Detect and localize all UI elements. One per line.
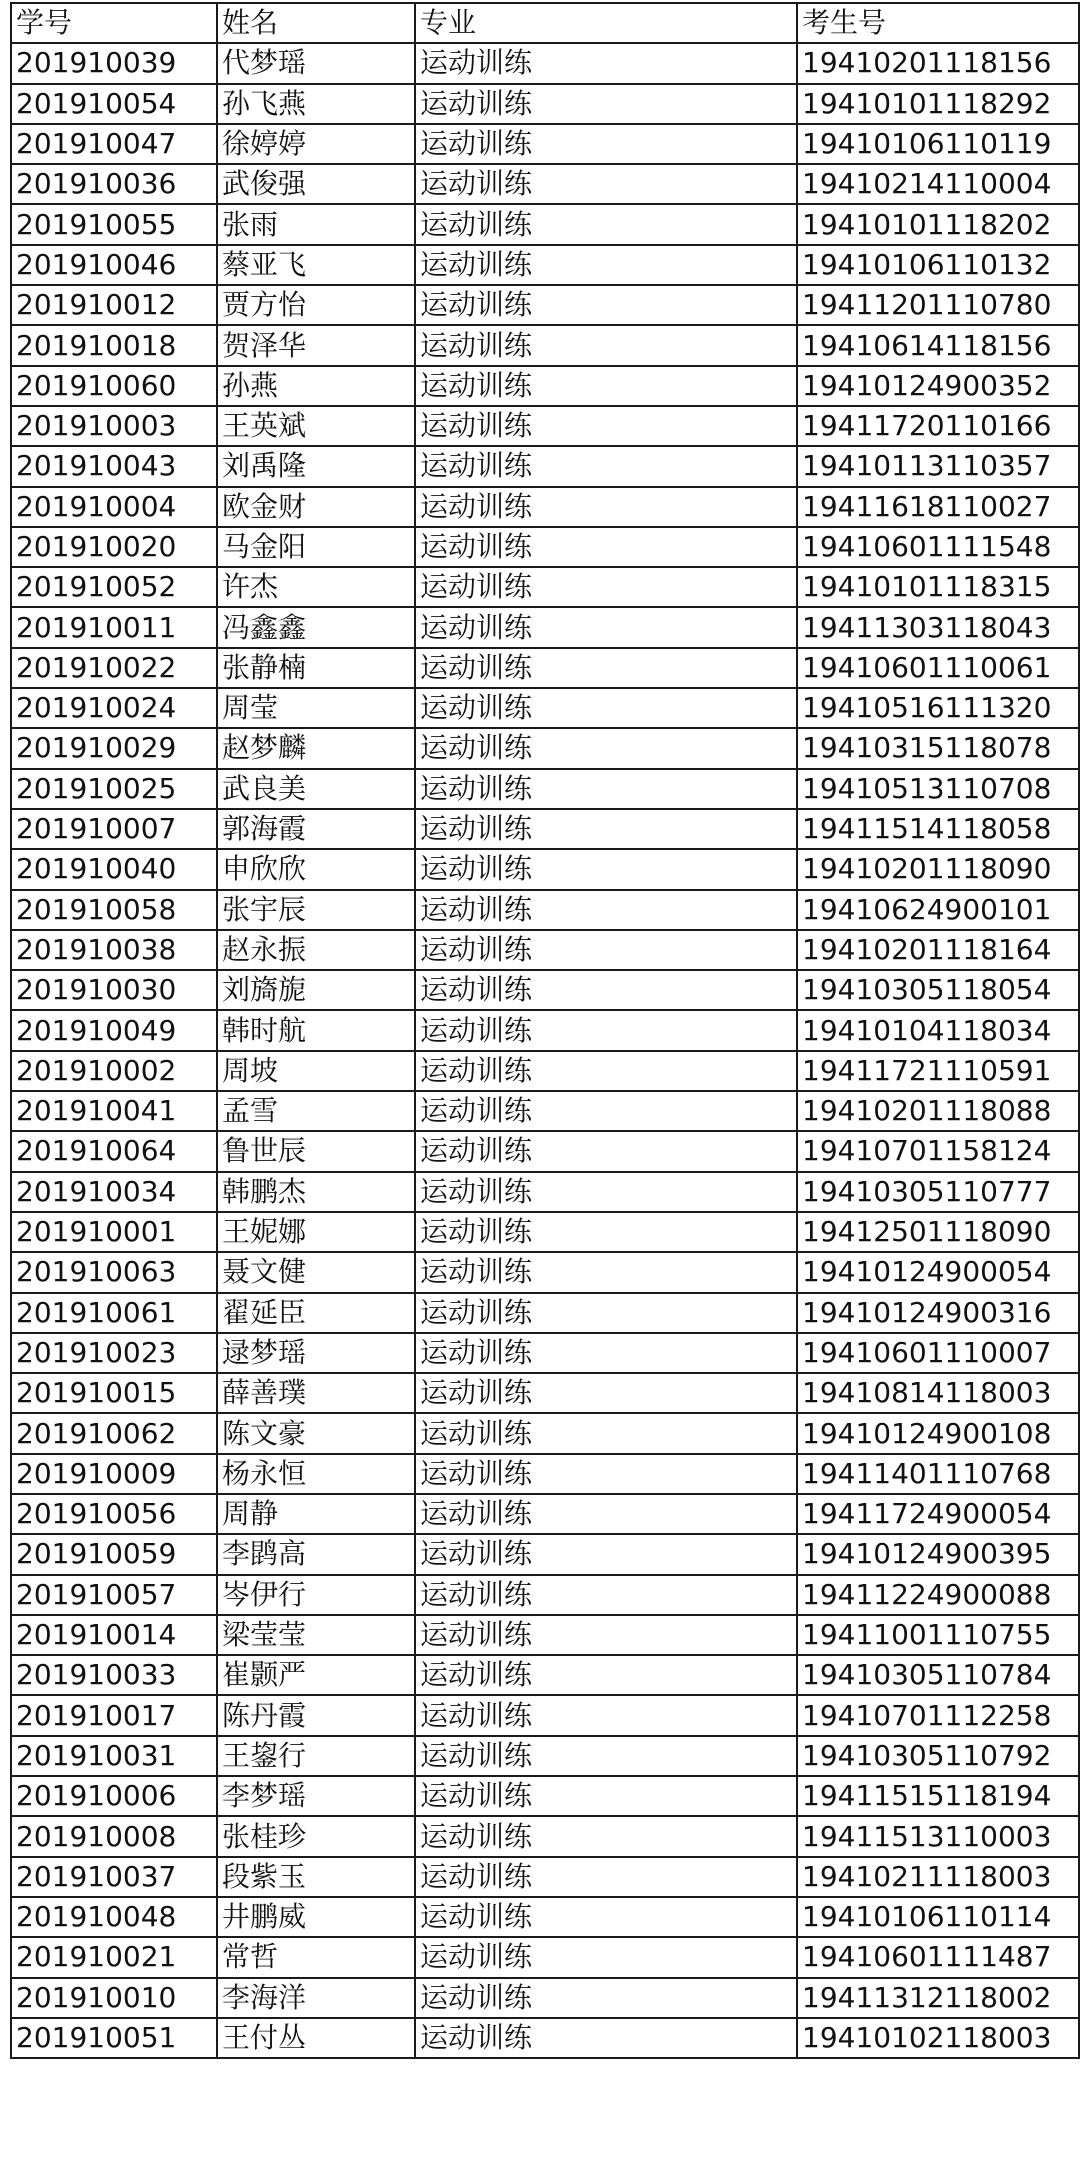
cell-name: 孙飞燕 bbox=[217, 84, 415, 124]
table-row bbox=[11, 607, 1079, 647]
table-row bbox=[11, 1655, 1079, 1695]
cell-name: 韩鹏杰 bbox=[217, 1172, 415, 1212]
table-row bbox=[11, 43, 1079, 83]
table-row bbox=[11, 1373, 1079, 1413]
cell-student-id: 201910023 bbox=[11, 1333, 217, 1373]
table-row bbox=[11, 809, 1079, 849]
cell-major: 运动训练 bbox=[415, 1937, 797, 1977]
cell-exam-number: 19410124900054 bbox=[797, 1252, 1079, 1292]
cell-name: 许杰 bbox=[217, 567, 415, 607]
cell-exam-number: 19410124900108 bbox=[797, 1413, 1079, 1453]
cell-name: 武良美 bbox=[217, 769, 415, 809]
cell-exam-number: 19411724900054 bbox=[797, 1494, 1079, 1534]
cell-name: 鲁世辰 bbox=[217, 1131, 415, 1171]
cell-student-id: 201910015 bbox=[11, 1373, 217, 1413]
cell-student-id: 201910052 bbox=[11, 567, 217, 607]
table-row bbox=[11, 1293, 1079, 1333]
cell-student-id: 201910048 bbox=[11, 1897, 217, 1937]
cell-major: 运动训练 bbox=[415, 325, 797, 365]
cell-major: 运动训练 bbox=[415, 1212, 797, 1252]
cell-name: 王英斌 bbox=[217, 406, 415, 446]
table-row bbox=[11, 1010, 1079, 1050]
cell-major: 运动训练 bbox=[415, 930, 797, 970]
cell-major: 运动训练 bbox=[415, 204, 797, 244]
table-row bbox=[11, 84, 1079, 124]
cell-major: 运动训练 bbox=[415, 527, 797, 567]
cell-name: 翟延臣 bbox=[217, 1293, 415, 1333]
cell-student-id: 201910018 bbox=[11, 325, 217, 365]
table-row bbox=[11, 1131, 1079, 1171]
cell-exam-number: 19411401110768 bbox=[797, 1454, 1079, 1494]
cell-major: 运动训练 bbox=[415, 164, 797, 204]
cell-student-id: 201910025 bbox=[11, 769, 217, 809]
cell-exam-number: 19410624900101 bbox=[797, 890, 1079, 930]
cell-student-id: 201910006 bbox=[11, 1776, 217, 1816]
cell-student-id: 201910033 bbox=[11, 1655, 217, 1695]
cell-major: 运动训练 bbox=[415, 1695, 797, 1735]
cell-student-id: 201910021 bbox=[11, 1937, 217, 1977]
cell-major: 运动训练 bbox=[415, 970, 797, 1010]
student-table bbox=[10, 2, 1080, 2059]
cell-student-id: 201910022 bbox=[11, 648, 217, 688]
cell-student-id: 201910047 bbox=[11, 124, 217, 164]
cell-exam-number: 19410305110784 bbox=[797, 1655, 1079, 1695]
cell-name: 周静 bbox=[217, 1494, 415, 1534]
table-row bbox=[11, 1857, 1079, 1897]
cell-exam-number: 19410315118078 bbox=[797, 728, 1079, 768]
cell-student-id: 201910001 bbox=[11, 1212, 217, 1252]
header-exam-number: 考生号 bbox=[797, 3, 1079, 43]
cell-major: 运动训练 bbox=[415, 1534, 797, 1574]
cell-exam-number: 19411001110755 bbox=[797, 1615, 1079, 1655]
cell-major: 运动训练 bbox=[415, 245, 797, 285]
cell-exam-number: 19410106110132 bbox=[797, 245, 1079, 285]
cell-name: 孙燕 bbox=[217, 366, 415, 406]
table-row bbox=[11, 930, 1079, 970]
header-name: 姓名 bbox=[217, 3, 415, 43]
cell-exam-number: 19410601111487 bbox=[797, 1937, 1079, 1977]
table-row bbox=[11, 1776, 1079, 1816]
cell-major: 运动训练 bbox=[415, 1494, 797, 1534]
cell-major: 运动训练 bbox=[415, 124, 797, 164]
cell-exam-number: 19410201118156 bbox=[797, 43, 1079, 83]
cell-name: 崔颢严 bbox=[217, 1655, 415, 1695]
cell-name: 郭海霞 bbox=[217, 809, 415, 849]
table-row bbox=[11, 204, 1079, 244]
cell-student-id: 201910009 bbox=[11, 1454, 217, 1494]
cell-student-id: 201910049 bbox=[11, 1010, 217, 1050]
cell-name: 李鹍高 bbox=[217, 1534, 415, 1574]
table-row bbox=[11, 567, 1079, 607]
cell-exam-number: 19410106110119 bbox=[797, 124, 1079, 164]
table-row bbox=[11, 366, 1079, 406]
cell-major: 运动训练 bbox=[415, 1293, 797, 1333]
cell-student-id: 201910056 bbox=[11, 1494, 217, 1534]
cell-major: 运动训练 bbox=[415, 1978, 797, 2018]
cell-name: 孟雪 bbox=[217, 1091, 415, 1131]
cell-exam-number: 19410101118292 bbox=[797, 84, 1079, 124]
cell-student-id: 201910063 bbox=[11, 1252, 217, 1292]
cell-exam-number: 19410305110792 bbox=[797, 1736, 1079, 1776]
cell-name: 代梦瑶 bbox=[217, 43, 415, 83]
cell-student-id: 201910029 bbox=[11, 728, 217, 768]
cell-exam-number: 19410701158124 bbox=[797, 1131, 1079, 1171]
cell-exam-number: 19410113110357 bbox=[797, 446, 1079, 486]
cell-student-id: 201910030 bbox=[11, 970, 217, 1010]
cell-name: 冯鑫鑫 bbox=[217, 607, 415, 647]
cell-exam-number: 19410104118034 bbox=[797, 1010, 1079, 1050]
cell-student-id: 201910011 bbox=[11, 607, 217, 647]
cell-name: 周坡 bbox=[217, 1051, 415, 1091]
cell-exam-number: 19411513110003 bbox=[797, 1816, 1079, 1856]
table-row bbox=[11, 1212, 1079, 1252]
cell-exam-number: 19410201118090 bbox=[797, 849, 1079, 889]
cell-name: 徐婷婷 bbox=[217, 124, 415, 164]
cell-name: 聂文健 bbox=[217, 1252, 415, 1292]
table-row bbox=[11, 1333, 1079, 1373]
cell-exam-number: 19410124900395 bbox=[797, 1534, 1079, 1574]
header-row bbox=[11, 3, 1079, 43]
cell-student-id: 201910041 bbox=[11, 1091, 217, 1131]
cell-name: 张静楠 bbox=[217, 648, 415, 688]
cell-student-id: 201910054 bbox=[11, 84, 217, 124]
cell-major: 运动训练 bbox=[415, 1413, 797, 1453]
cell-major: 运动训练 bbox=[415, 43, 797, 83]
cell-name: 岑伊行 bbox=[217, 1575, 415, 1615]
table-row bbox=[11, 849, 1079, 889]
cell-student-id: 201910031 bbox=[11, 1736, 217, 1776]
cell-student-id: 201910060 bbox=[11, 366, 217, 406]
table-row bbox=[11, 1454, 1079, 1494]
cell-major: 运动训练 bbox=[415, 84, 797, 124]
header-student-id: 学号 bbox=[11, 3, 217, 43]
cell-name: 梁莹莹 bbox=[217, 1615, 415, 1655]
cell-name: 赵永振 bbox=[217, 930, 415, 970]
cell-major: 运动训练 bbox=[415, 1857, 797, 1897]
cell-major: 运动训练 bbox=[415, 1776, 797, 1816]
cell-exam-number: 19411720110166 bbox=[797, 406, 1079, 446]
cell-student-id: 201910058 bbox=[11, 890, 217, 930]
cell-exam-number: 19410513110708 bbox=[797, 769, 1079, 809]
cell-exam-number: 19410614118156 bbox=[797, 325, 1079, 365]
cell-exam-number: 19410101118315 bbox=[797, 567, 1079, 607]
cell-major: 运动训练 bbox=[415, 1615, 797, 1655]
cell-student-id: 201910061 bbox=[11, 1293, 217, 1333]
cell-major: 运动训练 bbox=[415, 2018, 797, 2058]
table-row bbox=[11, 245, 1079, 285]
cell-name: 陈丹霞 bbox=[217, 1695, 415, 1735]
table-row bbox=[11, 164, 1079, 204]
cell-name: 赵梦麟 bbox=[217, 728, 415, 768]
cell-major: 运动训练 bbox=[415, 1051, 797, 1091]
cell-student-id: 201910059 bbox=[11, 1534, 217, 1574]
cell-major: 运动训练 bbox=[415, 1010, 797, 1050]
cell-student-id: 201910051 bbox=[11, 2018, 217, 2058]
table-row bbox=[11, 487, 1079, 527]
cell-name: 井鹏威 bbox=[217, 1897, 415, 1937]
cell-student-id: 201910014 bbox=[11, 1615, 217, 1655]
cell-major: 运动训练 bbox=[415, 446, 797, 486]
cell-major: 运动训练 bbox=[415, 1816, 797, 1856]
cell-name: 周莹 bbox=[217, 688, 415, 728]
cell-name: 杨永恒 bbox=[217, 1454, 415, 1494]
cell-student-id: 201910024 bbox=[11, 688, 217, 728]
cell-student-id: 201910043 bbox=[11, 446, 217, 486]
table-row bbox=[11, 1575, 1079, 1615]
cell-exam-number: 19411721110591 bbox=[797, 1051, 1079, 1091]
cell-exam-number: 19411224900088 bbox=[797, 1575, 1079, 1615]
table-row bbox=[11, 285, 1079, 325]
cell-name: 逯梦瑶 bbox=[217, 1333, 415, 1373]
cell-student-id: 201910034 bbox=[11, 1172, 217, 1212]
table-row bbox=[11, 1252, 1079, 1292]
cell-major: 运动训练 bbox=[415, 487, 797, 527]
table-row bbox=[11, 728, 1079, 768]
cell-major: 运动训练 bbox=[415, 1373, 797, 1413]
cell-major: 运动训练 bbox=[415, 366, 797, 406]
cell-exam-number: 19411312118002 bbox=[797, 1978, 1079, 2018]
cell-student-id: 201910020 bbox=[11, 527, 217, 567]
cell-name: 王鋆行 bbox=[217, 1736, 415, 1776]
table-row bbox=[11, 527, 1079, 567]
cell-major: 运动训练 bbox=[415, 1575, 797, 1615]
cell-name: 贾方怡 bbox=[217, 285, 415, 325]
table-row bbox=[11, 1534, 1079, 1574]
table-row bbox=[11, 970, 1079, 1010]
table-row bbox=[11, 1736, 1079, 1776]
table-row bbox=[11, 1897, 1079, 1937]
cell-name: 王付丛 bbox=[217, 2018, 415, 2058]
cell-student-id: 201910046 bbox=[11, 245, 217, 285]
cell-exam-number: 19411618110027 bbox=[797, 487, 1079, 527]
cell-student-id: 201910002 bbox=[11, 1051, 217, 1091]
cell-student-id: 201910038 bbox=[11, 930, 217, 970]
cell-exam-number: 19410101118202 bbox=[797, 204, 1079, 244]
cell-student-id: 201910037 bbox=[11, 1857, 217, 1897]
cell-major: 运动训练 bbox=[415, 285, 797, 325]
cell-exam-number: 19410211118003 bbox=[797, 1857, 1079, 1897]
cell-student-id: 201910064 bbox=[11, 1131, 217, 1171]
cell-major: 运动训练 bbox=[415, 769, 797, 809]
table-row bbox=[11, 1615, 1079, 1655]
cell-student-id: 201910010 bbox=[11, 1978, 217, 2018]
cell-exam-number: 19410601111548 bbox=[797, 527, 1079, 567]
cell-name: 陈文豪 bbox=[217, 1413, 415, 1453]
cell-major: 运动训练 bbox=[415, 688, 797, 728]
cell-major: 运动训练 bbox=[415, 1091, 797, 1131]
table-row bbox=[11, 1051, 1079, 1091]
cell-student-id: 201910040 bbox=[11, 849, 217, 889]
cell-name: 常哲 bbox=[217, 1937, 415, 1977]
cell-name: 韩时航 bbox=[217, 1010, 415, 1050]
cell-name: 李梦瑶 bbox=[217, 1776, 415, 1816]
cell-name: 武俊强 bbox=[217, 164, 415, 204]
cell-name: 刘旖旎 bbox=[217, 970, 415, 1010]
table-row bbox=[11, 406, 1079, 446]
cell-name: 段紫玉 bbox=[217, 1857, 415, 1897]
table-row bbox=[11, 1494, 1079, 1534]
cell-major: 运动训练 bbox=[415, 567, 797, 607]
cell-major: 运动训练 bbox=[415, 1454, 797, 1494]
cell-major: 运动训练 bbox=[415, 406, 797, 446]
cell-major: 运动训练 bbox=[415, 1172, 797, 1212]
table-row bbox=[11, 446, 1079, 486]
table-header bbox=[11, 3, 1079, 43]
cell-name: 蔡亚飞 bbox=[217, 245, 415, 285]
cell-exam-number: 19411303118043 bbox=[797, 607, 1079, 647]
cell-major: 运动训练 bbox=[415, 1252, 797, 1292]
cell-exam-number: 19410516111320 bbox=[797, 688, 1079, 728]
cell-name: 刘禹隆 bbox=[217, 446, 415, 486]
cell-exam-number: 19410124900352 bbox=[797, 366, 1079, 406]
cell-exam-number: 19410814118003 bbox=[797, 1373, 1079, 1413]
table-row bbox=[11, 1978, 1079, 2018]
cell-name: 张宇辰 bbox=[217, 890, 415, 930]
cell-exam-number: 19410102118003 bbox=[797, 2018, 1079, 2058]
cell-major: 运动训练 bbox=[415, 648, 797, 688]
cell-exam-number: 19411514118058 bbox=[797, 809, 1079, 849]
cell-major: 运动训练 bbox=[415, 809, 797, 849]
table-row bbox=[11, 1172, 1079, 1212]
cell-major: 运动训练 bbox=[415, 849, 797, 889]
cell-major: 运动训练 bbox=[415, 890, 797, 930]
cell-student-id: 201910008 bbox=[11, 1816, 217, 1856]
table-row bbox=[11, 124, 1079, 164]
table-row bbox=[11, 769, 1079, 809]
cell-exam-number: 19411515118194 bbox=[797, 1776, 1079, 1816]
cell-exam-number: 19411201110780 bbox=[797, 285, 1079, 325]
table-row bbox=[11, 890, 1079, 930]
table-row bbox=[11, 1816, 1079, 1856]
table-row bbox=[11, 1937, 1079, 1977]
table-row bbox=[11, 1413, 1079, 1453]
cell-student-id: 201910062 bbox=[11, 1413, 217, 1453]
cell-student-id: 201910004 bbox=[11, 487, 217, 527]
cell-exam-number: 19410701112258 bbox=[797, 1695, 1079, 1735]
cell-major: 运动训练 bbox=[415, 1131, 797, 1171]
cell-name: 贺泽华 bbox=[217, 325, 415, 365]
cell-major: 运动训练 bbox=[415, 1333, 797, 1373]
cell-major: 运动训练 bbox=[415, 1897, 797, 1937]
cell-name: 王妮娜 bbox=[217, 1212, 415, 1252]
cell-student-id: 201910036 bbox=[11, 164, 217, 204]
table-row bbox=[11, 648, 1079, 688]
cell-name: 李海洋 bbox=[217, 1978, 415, 2018]
cell-exam-number: 19410106110114 bbox=[797, 1897, 1079, 1937]
table-row bbox=[11, 1091, 1079, 1131]
cell-name: 欧金财 bbox=[217, 487, 415, 527]
table-body bbox=[11, 43, 1079, 2058]
cell-exam-number: 19410201118088 bbox=[797, 1091, 1079, 1131]
cell-major: 运动训练 bbox=[415, 607, 797, 647]
header-major: 专业 bbox=[415, 3, 797, 43]
cell-exam-number: 19410201118164 bbox=[797, 930, 1079, 970]
cell-name: 马金阳 bbox=[217, 527, 415, 567]
cell-student-id: 201910003 bbox=[11, 406, 217, 446]
table-row bbox=[11, 2018, 1079, 2058]
cell-major: 运动训练 bbox=[415, 1736, 797, 1776]
cell-major: 运动训练 bbox=[415, 1655, 797, 1695]
cell-name: 申欣欣 bbox=[217, 849, 415, 889]
cell-name: 张桂珍 bbox=[217, 1816, 415, 1856]
cell-exam-number: 19410214110004 bbox=[797, 164, 1079, 204]
cell-exam-number: 19410601110007 bbox=[797, 1333, 1079, 1373]
cell-exam-number: 19412501118090 bbox=[797, 1212, 1079, 1252]
cell-student-id: 201910017 bbox=[11, 1695, 217, 1735]
cell-name: 张雨 bbox=[217, 204, 415, 244]
cell-student-id: 201910039 bbox=[11, 43, 217, 83]
table-row bbox=[11, 325, 1079, 365]
cell-student-id: 201910055 bbox=[11, 204, 217, 244]
cell-student-id: 201910012 bbox=[11, 285, 217, 325]
table-row bbox=[11, 1695, 1079, 1735]
cell-exam-number: 19410124900316 bbox=[797, 1293, 1079, 1333]
table-row bbox=[11, 688, 1079, 728]
cell-name: 薛善璞 bbox=[217, 1373, 415, 1413]
cell-student-id: 201910007 bbox=[11, 809, 217, 849]
cell-student-id: 201910057 bbox=[11, 1575, 217, 1615]
cell-major: 运动训练 bbox=[415, 728, 797, 768]
cell-exam-number: 19410305118054 bbox=[797, 970, 1079, 1010]
cell-exam-number: 19410305110777 bbox=[797, 1172, 1079, 1212]
cell-exam-number: 19410601110061 bbox=[797, 648, 1079, 688]
